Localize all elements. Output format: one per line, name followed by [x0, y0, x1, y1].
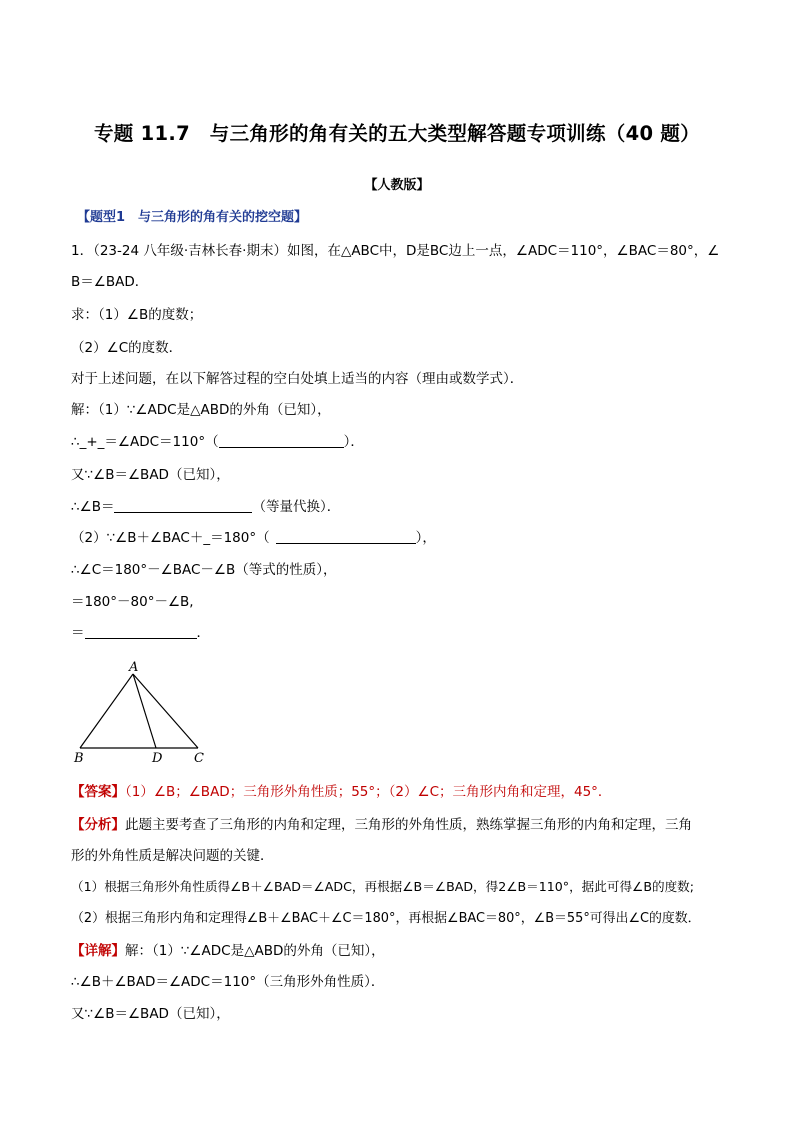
answer-tag: 【答案】: [71, 784, 125, 800]
detail-line-1: [71, 941, 385, 961]
detail-line-3: 又∵∠B＝∠BAD（已知），: [71, 1006, 230, 1022]
solution-line-5-text: （2）∵∠B＋∠BAC＋_＝180°（: [71, 530, 270, 546]
triangle-diagram: [70, 658, 210, 768]
solution-line-2: [71, 432, 364, 452]
solution-line-7: ＝180°－80°－∠B,: [71, 594, 194, 610]
question-line-4: （2）∠C的度数．: [71, 340, 183, 356]
solution-line-4-text: ∴∠B＝: [71, 499, 115, 515]
question-line-1: 1．（23-24 八年级·吉林长春·期末）如图，在△ABC中，D是BC边上一点，∠ADC＝110°，∠BAC＝80°，∠: [71, 243, 720, 259]
detail-text-1: 解：（1）∵∠ADC是△ABD的外角（已知），: [125, 943, 385, 959]
analysis-line-3: （1）根据三角形外角性质得∠B＋∠BAD＝∠ADC，再根据∠B＝∠BAD，得2∠B＝110°，据此可得∠B的度数;: [71, 879, 695, 894]
solution-line-6: ∴∠C＝180°－∠BAC－∠B（等式的性质），: [71, 562, 337, 578]
question-line-5: 对于上述问题，在以下解答过程的空白处填上适当的内容（理由或数学式）．: [71, 371, 524, 387]
solution-line-3: 又∵∠B＝∠BAD（已知），: [71, 467, 230, 483]
solution-line-4-end: （等量代换）．: [252, 499, 341, 515]
solution-line-2-text: ∴_+_＝∠ADC＝110°（: [71, 434, 219, 450]
solution-line-4: [71, 497, 340, 517]
solution-line-8-text: ＝: [71, 625, 85, 641]
answer-text: （1）∠B；∠BAD；三角形外角性质；55°；（2）∠C；三角形内角和定理，45°．: [125, 784, 612, 800]
question-line-2: B＝∠BAD．: [71, 274, 149, 290]
vertex-label-d: D: [152, 751, 163, 766]
fill-blank[interactable]: [85, 624, 197, 639]
fill-blank[interactable]: [276, 529, 416, 544]
segment-ad: [133, 674, 156, 748]
vertex-label-a: A: [129, 660, 139, 675]
analysis-line-1: [71, 815, 692, 835]
section-heading: 【题型1 与三角形的角有关的挖空题】: [77, 210, 308, 225]
page-title: 专题 11.7 与三角形的角有关的五大类型解答题专项训练（40 题）: [93, 122, 701, 145]
vertex-label-c: C: [194, 751, 204, 766]
detail-line-2: ∴∠B＋∠BAD＝∠ADC＝110°（三角形外角性质）．: [71, 974, 385, 990]
solution-line-1: 解：（1）∵∠ADC是△ABD的外角（已知），: [71, 402, 331, 418]
analysis-line-4: （2）根据三角形内角和定理得∠B＋∠BAC＋∠C＝180°，再根据∠BAC＝80°，∠B＝55°可得出∠C的度数．: [71, 911, 701, 926]
analysis-text-1: 此题主要考查了三角形的内角和定理，三角形的外角性质，熟练掌握三角形的内角和定理，三角: [125, 817, 692, 833]
analysis-line-2: 形的外角性质是解决问题的关键．: [71, 848, 274, 864]
solution-line-8-end: ．: [196, 625, 210, 641]
answer-line: [71, 782, 611, 802]
analysis-tag: 【分析】: [71, 817, 125, 833]
side-ab: [80, 674, 133, 748]
fill-blank[interactable]: [114, 498, 252, 513]
question-line-3: 求：（1）∠B的度数；: [71, 307, 203, 323]
solution-line-8: [71, 623, 210, 643]
edition-label: 【人教版】: [364, 178, 430, 193]
fill-blank[interactable]: [219, 433, 344, 448]
vertex-label-b: B: [74, 751, 84, 766]
solution-line-5: [71, 528, 436, 548]
solution-line-2-end: ）．: [343, 434, 364, 450]
side-ac: [133, 674, 198, 748]
detail-tag: 【详解】: [71, 943, 125, 959]
solution-line-5-end: ），: [415, 530, 436, 546]
